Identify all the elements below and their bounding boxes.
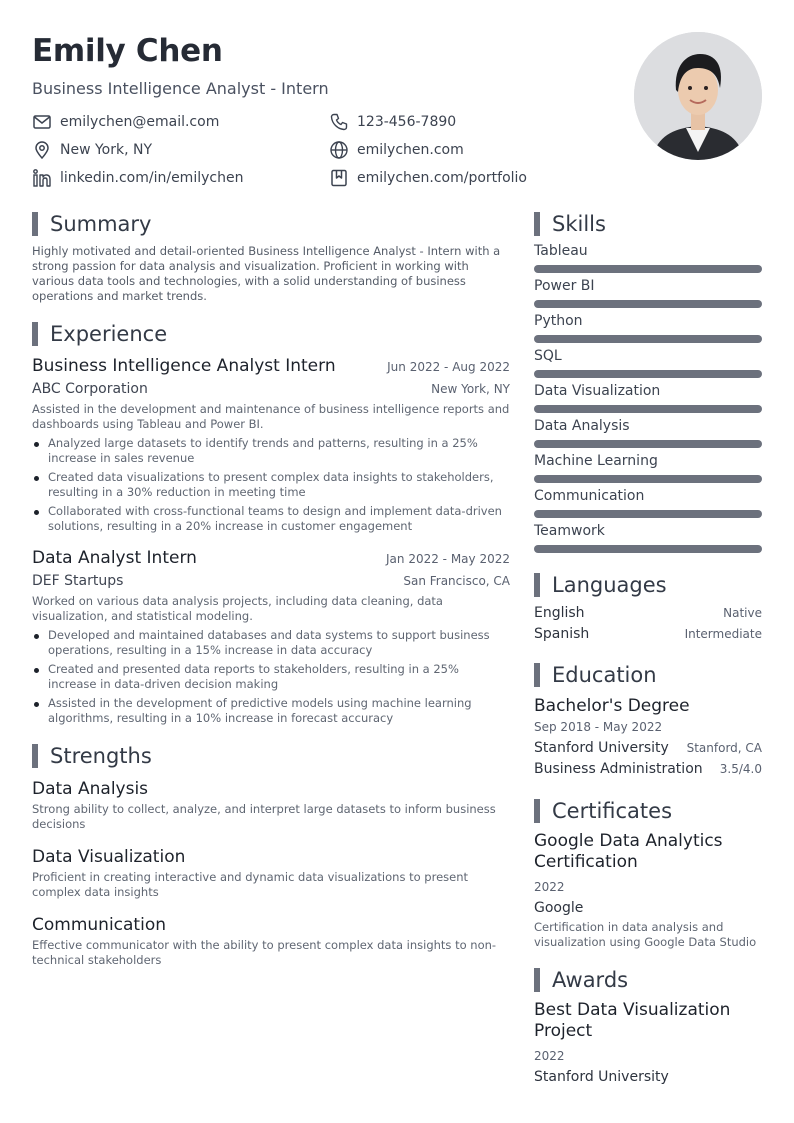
bullet-dot bbox=[34, 668, 39, 673]
skill-level-bar bbox=[534, 440, 762, 448]
candidate-name: Emily Chen bbox=[32, 33, 223, 69]
certificates-heading bbox=[534, 797, 762, 825]
skill-name: Teamwork bbox=[534, 523, 605, 539]
globe-icon bbox=[329, 140, 349, 160]
bullet-dot bbox=[34, 442, 39, 447]
experience-heading bbox=[32, 320, 510, 348]
languages-heading bbox=[534, 571, 762, 599]
education-degree: Bachelor's Degree bbox=[534, 696, 690, 716]
job-company: DEF Startups bbox=[32, 573, 124, 589]
strength-item bbox=[32, 914, 510, 968]
skill-level-bar bbox=[534, 265, 762, 273]
skill-name: Tableau bbox=[534, 243, 588, 259]
skills-heading bbox=[534, 210, 762, 238]
skill-level-bar bbox=[534, 510, 762, 518]
certificate-title: Google Data Analytics Certification bbox=[534, 831, 723, 872]
job-bullet: Assisted in the development of predictive models using machine learning algorithms, resulting in a 10% increase in forecast accuracy bbox=[32, 696, 510, 726]
experience-item bbox=[32, 356, 510, 534]
skill-item bbox=[534, 312, 762, 343]
skill-name: SQL bbox=[534, 348, 562, 364]
language-name: English bbox=[534, 605, 585, 621]
contact-website[interactable] bbox=[329, 140, 589, 160]
skill-level-bar bbox=[534, 370, 762, 378]
section-accent-bar bbox=[32, 212, 38, 236]
awards-heading bbox=[534, 966, 762, 994]
contact-linkedin[interactable] bbox=[32, 168, 329, 188]
certificate-description: Certification in data analysis and visualization using Google Data Studio bbox=[534, 920, 757, 949]
skill-name: Communication bbox=[534, 488, 645, 504]
strength-item bbox=[32, 846, 510, 900]
strength-description: Effective communicator with the ability to present complex data insights to non-technical stakeholders bbox=[32, 938, 497, 967]
section-title: Experience bbox=[50, 322, 168, 346]
job-location: New York, NY bbox=[431, 382, 510, 396]
job-title: Data Analyst Intern bbox=[32, 548, 197, 568]
strength-description: Proficient in creating interactive and dynamic data visualizations to present complex data insights bbox=[32, 870, 469, 899]
summary-text: Highly motivated and detail-oriented Business Intelligence Analyst - Intern with a strong passion for data analysis and visualization. Proficient in working with various data tools and technologies, with a solid understanding of business operations and market trends. bbox=[32, 244, 501, 303]
skill-item bbox=[534, 417, 762, 448]
left-column bbox=[32, 210, 510, 968]
portfolio-text: emilychen.com/portfolio bbox=[357, 170, 527, 186]
right-column bbox=[534, 210, 762, 1086]
bullet-dot bbox=[34, 702, 39, 707]
job-bullet-list bbox=[32, 436, 510, 534]
candidate-title: Business Intelligence Analyst - Intern bbox=[32, 79, 329, 98]
skill-item bbox=[534, 277, 762, 308]
skill-level-bar bbox=[534, 300, 762, 308]
section-title: Awards bbox=[552, 968, 629, 992]
section-title: Strengths bbox=[50, 744, 152, 768]
summary-heading bbox=[32, 210, 510, 238]
job-bullet: Analyzed large datasets to identify trends and patterns, resulting in a 25% increase in sales revenue bbox=[32, 436, 510, 466]
education-school: Stanford University bbox=[534, 740, 669, 756]
skill-name: Data Analysis bbox=[534, 418, 630, 434]
education-field-row bbox=[534, 761, 762, 777]
skill-item bbox=[534, 347, 762, 378]
section-title: Certificates bbox=[552, 799, 673, 823]
section-accent-bar bbox=[534, 212, 540, 236]
education-field: Business Administration bbox=[534, 761, 703, 777]
section-title: Skills bbox=[552, 212, 606, 236]
strength-title: Communication bbox=[32, 915, 166, 935]
skill-level-bar bbox=[534, 405, 762, 413]
job-dates: Jun 2022 - Aug 2022 bbox=[387, 360, 510, 374]
award-item bbox=[534, 1000, 762, 1086]
language-item bbox=[534, 626, 762, 643]
contact-phone[interactable] bbox=[329, 112, 589, 132]
language-level: Native bbox=[723, 606, 762, 620]
location-pin-icon bbox=[32, 140, 52, 160]
language-item bbox=[534, 605, 762, 622]
certificate-item bbox=[534, 831, 762, 950]
job-bullet: Developed and maintained databases and data systems to support business operations, resulting in a 15% increase in data accuracy bbox=[32, 628, 510, 658]
skill-name: Data Visualization bbox=[534, 383, 661, 399]
bullet-dot bbox=[34, 476, 39, 481]
phone-icon bbox=[329, 112, 349, 132]
education-school-row bbox=[534, 740, 762, 756]
award-year: 2022 bbox=[534, 1049, 565, 1063]
job-bullet: Created data visualizations to present complex data insights to stakeholders, resulting in a 30% reduction in meeting time bbox=[32, 470, 510, 500]
education-location: Stanford, CA bbox=[686, 741, 762, 755]
linkedin-text: linkedin.com/in/emilychen bbox=[60, 170, 244, 186]
award-title: Best Data Visualization Project bbox=[534, 1000, 731, 1041]
email-text: emilychen@email.com bbox=[60, 114, 220, 130]
job-description: Assisted in the development and maintenance of business intelligence reports and dashboards using Tableau and Power BI. bbox=[32, 402, 510, 431]
job-bullet-list bbox=[32, 628, 510, 726]
strength-title: Data Analysis bbox=[32, 779, 149, 799]
contact-portfolio[interactable] bbox=[329, 168, 589, 188]
skill-name: Python bbox=[534, 313, 583, 329]
profile-photo bbox=[634, 32, 762, 160]
skill-item bbox=[534, 242, 762, 273]
bullet-dot bbox=[34, 510, 39, 515]
job-title: Business Intelligence Analyst Intern bbox=[32, 356, 336, 376]
section-title: Summary bbox=[50, 212, 152, 236]
contact-list bbox=[32, 112, 592, 188]
strength-description: Strong ability to collect, analyze, and interpret large datasets to inform business decisions bbox=[32, 802, 496, 831]
phone-text: 123-456-7890 bbox=[357, 114, 457, 130]
section-title: Education bbox=[552, 663, 657, 687]
skill-name: Machine Learning bbox=[534, 453, 658, 469]
certificate-year: 2022 bbox=[534, 880, 565, 894]
section-accent-bar bbox=[534, 799, 540, 823]
contact-email[interactable] bbox=[32, 112, 329, 132]
location-text: New York, NY bbox=[60, 142, 153, 158]
linkedin-icon bbox=[32, 168, 52, 188]
section-title: Languages bbox=[552, 573, 667, 597]
language-name: Spanish bbox=[534, 626, 590, 642]
experience-item bbox=[32, 548, 510, 726]
job-bullet: Created and presented data reports to stakeholders, resulting in a 25% increase in data-driven decision making bbox=[32, 662, 510, 692]
section-accent-bar bbox=[32, 322, 38, 346]
skill-item bbox=[534, 487, 762, 518]
bullet-dot bbox=[34, 634, 39, 639]
strengths-heading bbox=[32, 742, 510, 770]
section-accent-bar bbox=[534, 968, 540, 992]
education-heading bbox=[534, 661, 762, 689]
bookmark-icon bbox=[329, 168, 349, 188]
skill-item bbox=[534, 522, 762, 553]
resume-header bbox=[32, 30, 622, 100]
job-location: San Francisco, CA bbox=[403, 574, 510, 588]
section-accent-bar bbox=[32, 744, 38, 768]
skill-level-bar bbox=[534, 475, 762, 483]
skill-level-bar bbox=[534, 335, 762, 343]
website-text: emilychen.com bbox=[357, 142, 464, 158]
education-dates: Sep 2018 - May 2022 bbox=[534, 720, 663, 734]
job-dates: Jan 2022 - May 2022 bbox=[386, 552, 510, 566]
skill-item bbox=[534, 452, 762, 483]
section-accent-bar bbox=[534, 573, 540, 597]
job-description: Worked on various data analysis projects, including data cleaning, data visualization, and statistical modeling. bbox=[32, 594, 443, 623]
job-company: ABC Corporation bbox=[32, 381, 148, 397]
language-level: Intermediate bbox=[684, 627, 762, 641]
strength-title: Data Visualization bbox=[32, 847, 186, 867]
skill-name: Power BI bbox=[534, 278, 595, 294]
education-gpa: 3.5/4.0 bbox=[719, 762, 762, 776]
contact-location bbox=[32, 140, 329, 160]
job-bullet: Collaborated with cross-functional teams to design and implement data-driven solutions, resulting in a 20% increase in customer engagement bbox=[32, 504, 510, 534]
award-issuer: Stanford University bbox=[534, 1069, 669, 1085]
section-accent-bar bbox=[534, 663, 540, 687]
certificate-issuer: Google bbox=[534, 900, 584, 916]
strength-item bbox=[32, 778, 510, 832]
email-icon bbox=[32, 112, 52, 132]
skill-item bbox=[534, 382, 762, 413]
skill-level-bar bbox=[534, 545, 762, 553]
